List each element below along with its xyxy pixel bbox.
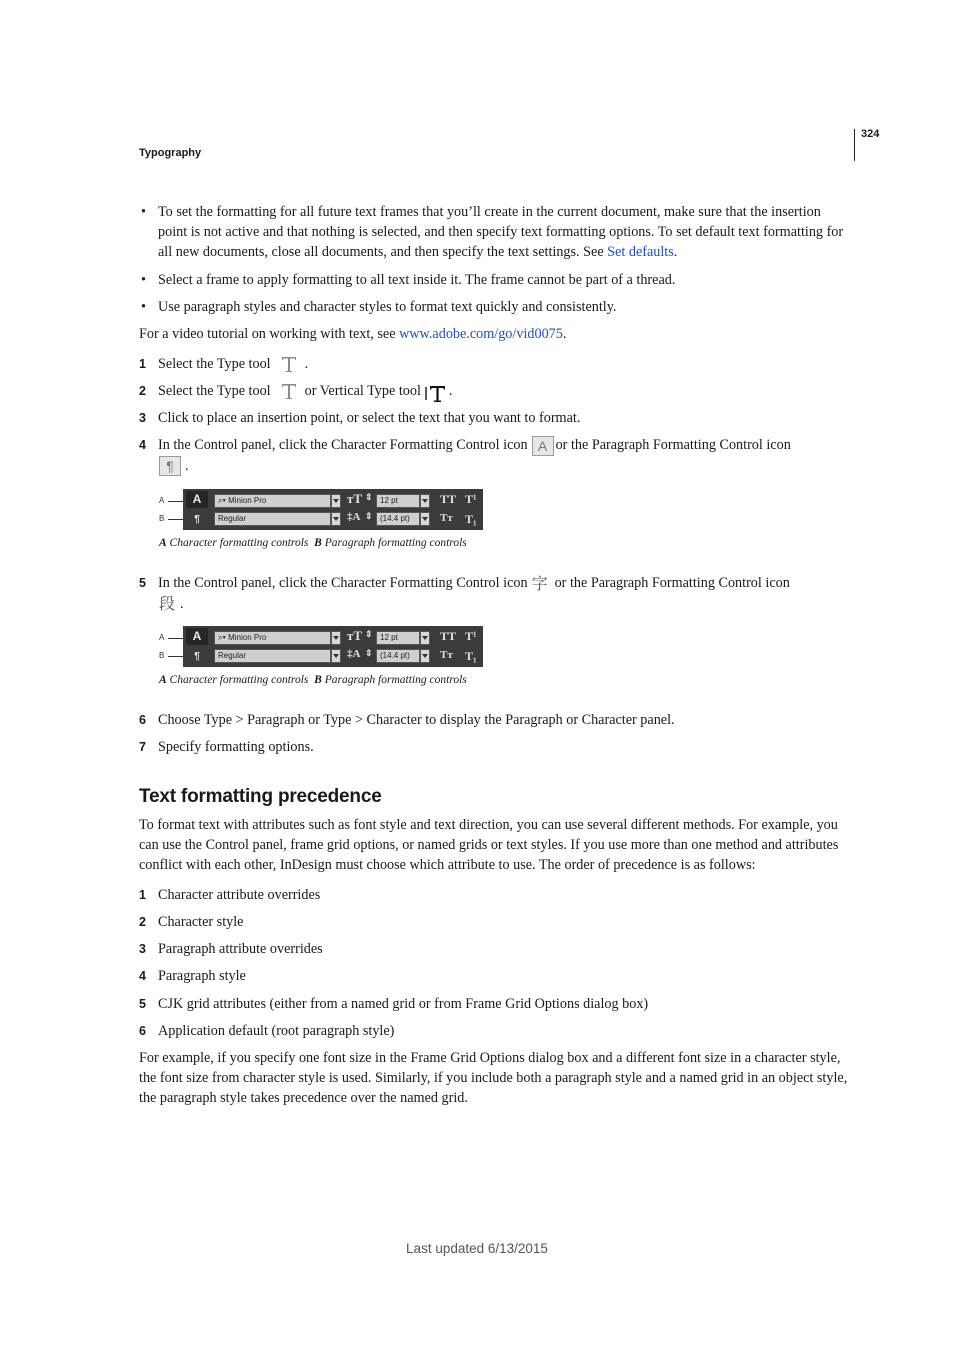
bullet-item: • Select a frame to apply formatting to all text inside it. The frame cannot be part of a thread. (141, 272, 676, 288)
figure-label-a: A (159, 496, 165, 505)
leader-line (168, 638, 184, 639)
character-mode-button[interactable]: A (186, 491, 208, 508)
font-size-dropdown[interactable] (420, 631, 430, 645)
step-item: 1 Select the Type tool . (139, 354, 849, 375)
small-caps-icon[interactable]: Tт (440, 512, 453, 524)
cjk-character-control-icon: 字 (531, 575, 548, 593)
intro-paragraph: To format text with attributes such as font style and text direction, you can use several different methods. For example, you can use the Control panel, frame grid options, or named grids or text styles. If you use more than one method and attributes conflict with each other, InDesign must choose which attribute to use. The order of precedence is as follows: (139, 817, 839, 873)
character-formatting-control-icon: A (532, 436, 554, 456)
precedence-item: 5 CJK grid attributes (either from a named grid or from Frame Grid Options dialog box) (139, 996, 649, 1012)
step-item: 4 In the Control panel, click the Character Formatting Control icon A or the Paragraph Formatting Control icon ¶ . (139, 437, 791, 475)
section-heading: Text formatting precedence (139, 786, 382, 807)
stepper-icon[interactable]: ⇕ (365, 648, 373, 658)
font-style-dropdown[interactable] (331, 512, 341, 526)
font-size-dropdown[interactable] (420, 494, 430, 508)
figure-label-b: B (159, 514, 165, 523)
control-panel-figure (159, 626, 489, 686)
font-family-field[interactable]: ⌕▾ Minion Pro (214, 631, 331, 645)
step-item: 7 Specify formatting options. (139, 739, 314, 755)
paragraph-formatting-control-icon: ¶ (159, 456, 181, 476)
video-tutorial-link[interactable]: www.adobe.com/go/vid0075 (399, 326, 563, 342)
precedence-item: 6 Application default (root paragraph style) (139, 1023, 395, 1039)
figure-caption: A Character formatting controls B Paragraph formatting controls (159, 537, 467, 549)
superscript-icon[interactable]: T¹ (465, 629, 477, 643)
font-style-field[interactable]: Regular (214, 649, 331, 663)
superscript-icon[interactable]: T¹ (465, 492, 477, 506)
subscript-icon[interactable]: T₁ (465, 512, 477, 526)
font-family-dropdown[interactable] (331, 631, 341, 645)
type-tool-icon (279, 381, 299, 401)
step-item: 2 Select the Type tool or Vertical Type tool . (139, 381, 849, 402)
closing-paragraph: For example, if you specify one font size in the Frame Grid Options dialog box and a different font size in a character style, the font size from character style is used. Similarly, if you include both a paragraph style and a named grid in an object style, the paragraph style takes precedence over the named grid. (139, 1050, 848, 1106)
section-title: Typography (139, 147, 202, 159)
vertical-type-tool-icon (425, 383, 447, 403)
leading-icon: ‡A (347, 511, 361, 523)
small-caps-icon[interactable]: Tт (440, 649, 453, 661)
footer-last-updated: Last updated 6/13/2015 (406, 1241, 548, 1256)
step-item: 6 Choose Type > Paragraph or Type > Character to display the Paragraph or Character panel. (139, 712, 675, 728)
all-caps-icon[interactable]: TT (440, 629, 457, 643)
all-caps-icon[interactable]: TT (440, 492, 457, 506)
font-family-dropdown[interactable] (331, 494, 341, 508)
stepper-icon[interactable]: ⇕ (365, 511, 373, 521)
step-item: 5 In the Control panel, click the Character Formatting Control icon 字 or the Paragraph Formatting Control icon 段 . (139, 575, 790, 614)
character-mode-button[interactable]: A (186, 628, 208, 645)
precedence-item: 4 Paragraph style (139, 968, 246, 984)
step-item: 3 Click to place an insertion point, or select the text that you want to format. (139, 410, 581, 426)
stepper-icon[interactable]: ⇕ (365, 492, 373, 502)
page-number: 324 (861, 128, 880, 140)
font-style-field[interactable]: Regular (214, 512, 331, 526)
leader-line (168, 519, 184, 520)
leading-icon: ‡A (347, 648, 361, 660)
paragraph-mode-button[interactable]: ¶ (194, 651, 200, 662)
leading-field[interactable]: (14.4 pt) (376, 649, 420, 663)
cjk-paragraph-control-icon: 段 (159, 596, 176, 614)
font-size-field[interactable]: 12 pt (376, 631, 420, 645)
video-tutorial-text: For a video tutorial on working with text, see www.adobe.com/go/vid0075. (139, 326, 567, 342)
header-rule (854, 129, 855, 161)
font-style-dropdown[interactable] (331, 649, 341, 663)
font-size-icon: тT (347, 628, 363, 643)
font-size-icon: тT (347, 491, 363, 506)
figure-label-a: A (159, 633, 165, 642)
leading-dropdown[interactable] (420, 649, 430, 663)
stepper-icon[interactable]: ⇕ (365, 629, 373, 639)
control-panel-figure (159, 489, 489, 549)
leader-line (168, 656, 184, 657)
search-icon: ⌕▾ (218, 496, 229, 505)
leader-line (168, 501, 184, 502)
type-tool-icon (279, 354, 299, 374)
leading-dropdown[interactable] (420, 512, 430, 526)
bullet-item: • Use paragraph styles and character styles to format text quickly and consistently. (141, 299, 617, 315)
search-icon: ⌕▾ (218, 633, 229, 642)
leading-field[interactable]: (14.4 pt) (376, 512, 420, 526)
paragraph-mode-button[interactable]: ¶ (194, 514, 200, 525)
figure-caption: A Character formatting controls B Paragraph formatting controls (159, 674, 467, 686)
font-size-field[interactable]: 12 pt (376, 494, 420, 508)
figure-label-b: B (159, 651, 165, 660)
control-panel (183, 489, 483, 530)
bullet-item: • To set the formatting for all future text frames that you’ll create in the current document, make sure that the insertion point is not active and that nothing is selected, and then specify text formatting options. To set default text formatting for all new documents, close all documents, and then specify the text settings. See Set defaults. (141, 204, 844, 260)
font-family-field[interactable]: ⌕▾ Minion Pro (214, 494, 331, 508)
control-panel (183, 626, 483, 667)
subscript-icon[interactable]: T₁ (465, 649, 477, 663)
precedence-item: 1 Character attribute overrides (139, 887, 321, 903)
precedence-item: 2 Character style (139, 914, 244, 930)
set-defaults-link[interactable]: Set defaults (607, 244, 674, 260)
precedence-item: 3 Paragraph attribute overrides (139, 941, 323, 957)
